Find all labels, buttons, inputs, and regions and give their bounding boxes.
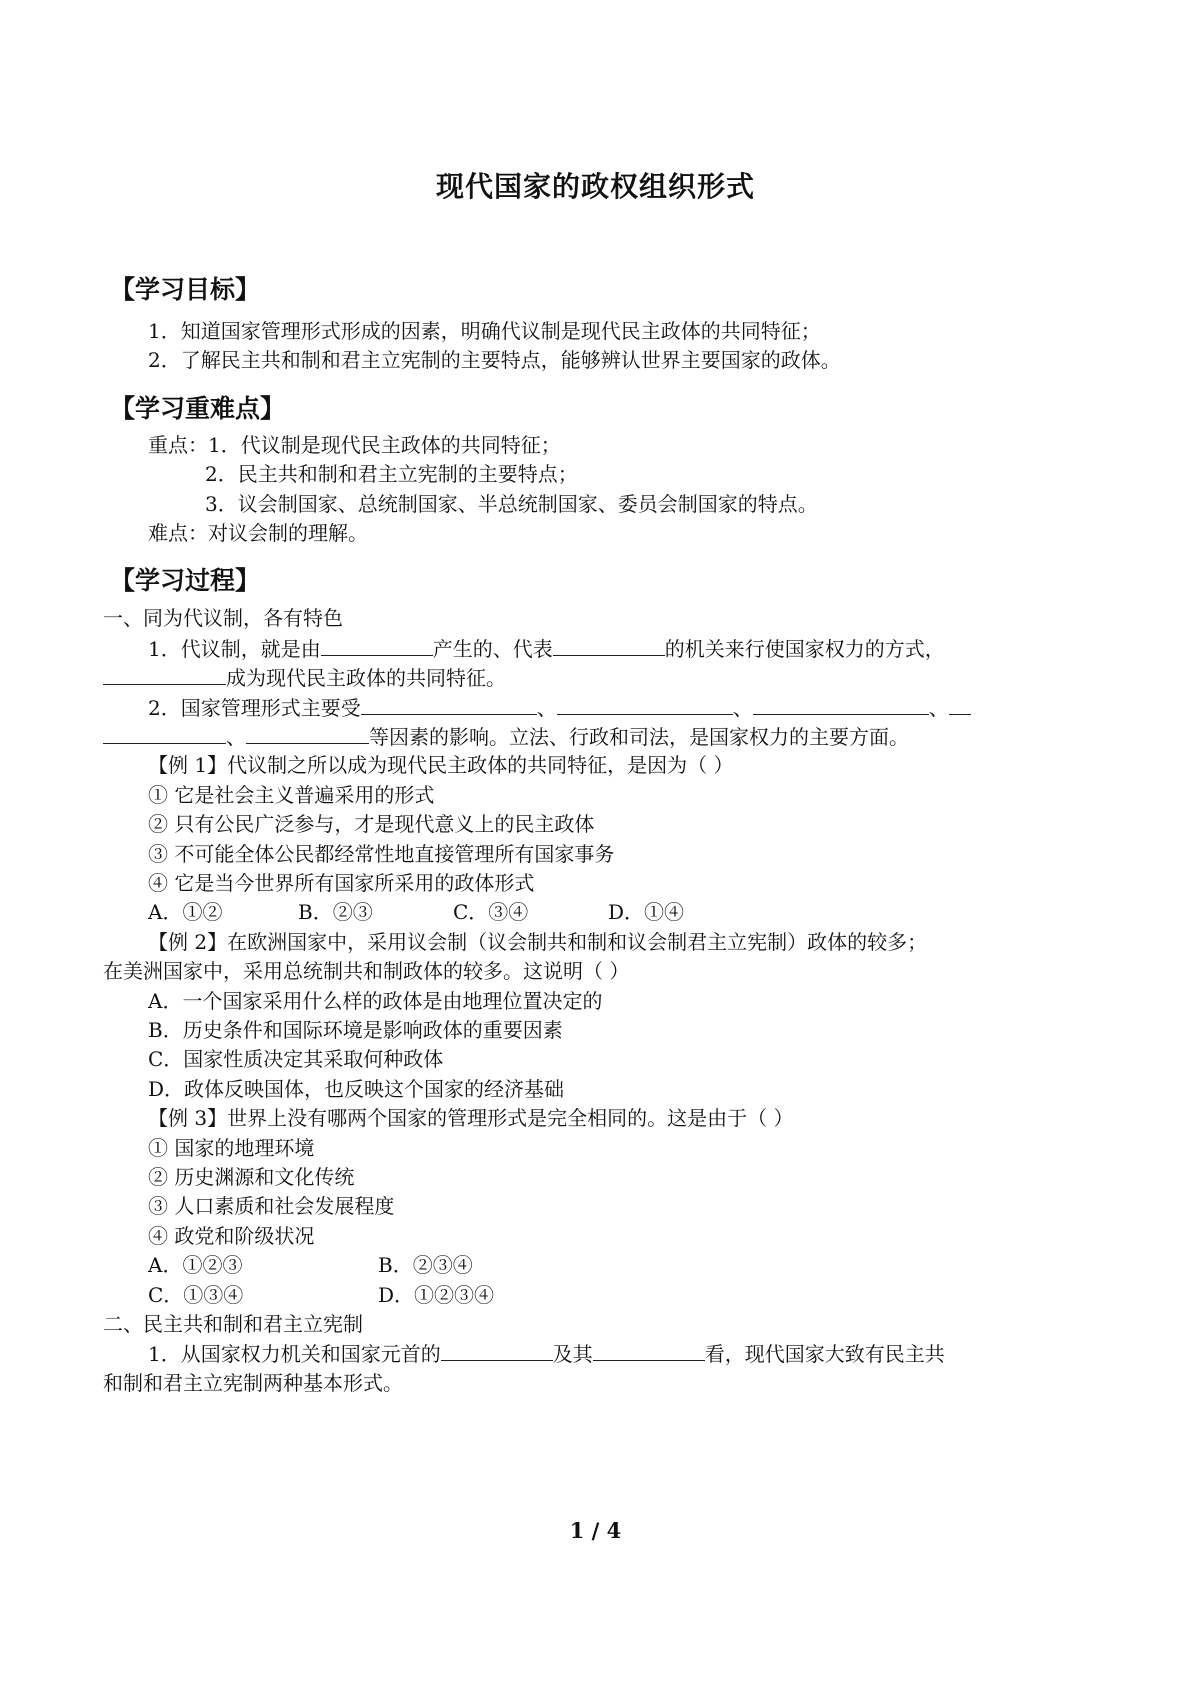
option-d[interactable]: D．①④ bbox=[608, 900, 685, 924]
example-3-statement-3: ③ 人口素质和社会发展程度 bbox=[148, 1194, 395, 1218]
heading-learning-process: 【学习过程】 bbox=[110, 566, 261, 595]
goal-2: 2．了解民主共和制和君主立宪制的主要特点，能够辨认世界主要国家的政体。 bbox=[148, 348, 841, 372]
answer-blank[interactable] bbox=[753, 692, 929, 715]
key-point-3: 3．议会制国家、总统制国家、半总统制国家、委员会制国家的特点。 bbox=[205, 492, 818, 516]
option-b[interactable]: B．②③④ bbox=[378, 1253, 473, 1277]
answer-blank[interactable] bbox=[949, 692, 971, 715]
example-1-statement-1: ① 它是社会主义普遍采用的形式 bbox=[148, 783, 435, 807]
text-segment: 2．国家管理形式主要受 bbox=[148, 696, 361, 720]
example-2-option-a[interactable]: A．一个国家采用什么样的政体是由地理位置决定的 bbox=[148, 989, 603, 1013]
answer-blank[interactable] bbox=[553, 633, 665, 656]
fill-in-item-1-continued bbox=[103, 662, 506, 693]
example-2-question-line-2: 在美洲国家中，采用总统制共和制政体的较多。这说明（ ） bbox=[103, 959, 630, 983]
option-d[interactable]: D．①②③④ bbox=[378, 1283, 495, 1307]
example-3-statement-1: ① 国家的地理环境 bbox=[148, 1136, 315, 1160]
answer-blank[interactable] bbox=[103, 721, 226, 744]
text-segment: 产生的、代表 bbox=[432, 637, 553, 661]
text-segment: 等因素的影响。立法、行政和司法，是国家权力的主要方面。 bbox=[369, 725, 909, 749]
answer-blank[interactable] bbox=[103, 662, 226, 685]
separator: 、 bbox=[226, 725, 246, 749]
goal-1: 1．知道国家管理形式形成的因素，明确代议制是现代民主政体的共同特征； bbox=[148, 319, 821, 343]
example-3-question: 【例 3】世界上没有哪两个国家的管理形式是完全相同的。这是由于（ ） bbox=[148, 1106, 794, 1130]
separator: 、 bbox=[732, 696, 753, 720]
text-segment: 看，现代国家大致有民主共 bbox=[704, 1342, 945, 1366]
text-segment: 1．代议制，就是由 bbox=[148, 637, 321, 661]
heading-key-points: 【学习重难点】 bbox=[110, 394, 286, 423]
difficulty-point: 难点：对议会制的理解。 bbox=[148, 521, 368, 545]
example-3-statement-4: ④ 政党和阶级状况 bbox=[148, 1224, 315, 1248]
answer-blank[interactable] bbox=[246, 721, 369, 744]
option-a[interactable]: A．①②③ bbox=[148, 1253, 243, 1277]
section-1-title: 一、同为代议制，各有特色 bbox=[103, 606, 343, 630]
text-segment: 成为现代民主政体的共同特征。 bbox=[226, 666, 506, 690]
page-number: 1 / 4 bbox=[569, 1518, 622, 1543]
key-point-2: 2．民主共和制和君主立宪制的主要特点； bbox=[205, 462, 578, 486]
example-1-options bbox=[148, 897, 684, 927]
option-c[interactable]: C．①③④ bbox=[148, 1283, 244, 1307]
answer-blank[interactable] bbox=[361, 692, 537, 715]
example-1-statement-3: ③ 不可能全体公民都经常性地直接管理所有国家事务 bbox=[148, 842, 615, 866]
example-1-statement-2: ② 只有公民广泛参与，才是现代意义上的民主政体 bbox=[148, 812, 595, 836]
example-3-options-row-2 bbox=[148, 1280, 494, 1310]
answer-blank[interactable] bbox=[557, 692, 733, 715]
option-c[interactable]: C．③④ bbox=[453, 900, 529, 924]
example-1-statement-4: ④ 它是当今世界所有国家所采用的政体形式 bbox=[148, 871, 535, 895]
answer-blank[interactable] bbox=[321, 633, 433, 656]
example-3-options-row-1 bbox=[148, 1250, 473, 1280]
fill-in-item-3 bbox=[148, 1338, 945, 1369]
text-segment: 及其 bbox=[552, 1342, 593, 1366]
key-point-1: 重点：1．代议制是现代民主政体的共同特征； bbox=[148, 433, 561, 457]
fill-in-item-3-continued: 和制和君主立宪制两种基本形式。 bbox=[103, 1371, 403, 1395]
section-2-title: 二、民主共和制和君主立宪制 bbox=[103, 1312, 363, 1336]
fill-in-item-1 bbox=[148, 633, 945, 664]
answer-blank[interactable] bbox=[441, 1338, 553, 1361]
text-segment: 的机关来行使国家权力的方式， bbox=[664, 637, 945, 661]
fill-in-item-2-continued bbox=[103, 721, 909, 752]
example-2-option-c[interactable]: C．国家性质决定其采取何种政体 bbox=[148, 1047, 444, 1071]
example-2-option-b[interactable]: B．历史条件和国际环境是影响政体的重要因素 bbox=[148, 1018, 563, 1042]
example-2-question-line-1: 【例 2】在欧洲国家中，采用议会制（议会制共和制和议会制君主立宪制）政体的较多； bbox=[148, 930, 928, 954]
example-2-option-d[interactable]: D．政体反映国体，也反映这个国家的经济基础 bbox=[148, 1077, 565, 1101]
option-a[interactable]: A．①② bbox=[148, 900, 223, 924]
option-b[interactable]: B．②③ bbox=[298, 900, 373, 924]
heading-learning-goals: 【学习目标】 bbox=[110, 275, 261, 304]
separator: 、 bbox=[928, 696, 949, 720]
separator: 、 bbox=[536, 696, 557, 720]
text-segment: 1．从国家权力机关和国家元首的 bbox=[148, 1342, 441, 1366]
example-1-question: 【例 1】代议制之所以成为现代民主政体的共同特征，是因为（ ） bbox=[148, 753, 734, 777]
example-3-statement-2: ② 历史渊源和文化传统 bbox=[148, 1165, 355, 1189]
document-title: 现代国家的政权组织形式 bbox=[435, 170, 755, 203]
fill-in-item-2 bbox=[148, 692, 971, 723]
answer-blank[interactable] bbox=[593, 1338, 705, 1361]
